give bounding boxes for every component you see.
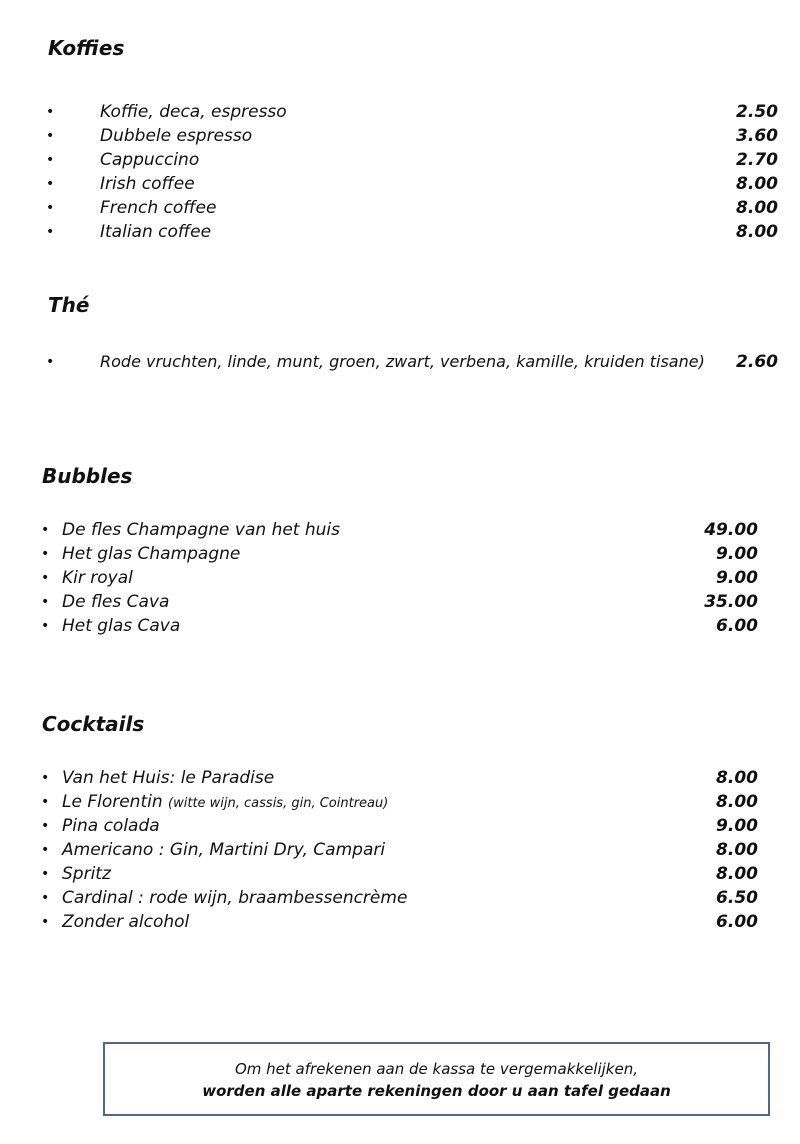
bullet-icon: • [41,570,50,586]
bullet-icon: • [46,354,55,370]
bullet-icon: • [41,594,50,610]
bullet-icon: • [41,866,50,882]
item-note: (witte wijn, cassis, gin, Cointreau) [168,796,389,811]
item-name: Cappuccino [100,150,200,170]
the-list [46,350,778,374]
list-item [46,196,778,220]
item-name: Cardinal : rode wijn, braambessencrème [62,888,408,908]
item-name: Irish coffee [100,174,195,194]
list-item [46,220,778,244]
list-item [41,790,758,814]
bullet-icon: • [46,104,55,120]
section-title-bubbles: Bubbles [42,464,133,488]
bullet-icon: • [46,224,55,240]
item-price: 9.00 [716,544,758,564]
bullet-icon: • [41,770,50,786]
bullet-icon: • [41,522,50,538]
list-item [46,350,778,374]
list-item [41,590,758,614]
bullet-icon: • [46,200,55,216]
item-price: 49.00 [704,520,758,540]
bullet-icon: • [41,890,50,906]
item-name: Rode vruchten, linde, munt, groen, zwart, verbena, kamille, kruiden tisane) [100,352,705,371]
item-price: 2.50 [736,102,778,122]
item-name [62,790,388,816]
item-name: Dubbele espresso [100,126,253,146]
list-item [41,518,758,542]
item-name: Pina colada [62,816,160,836]
bullet-icon: • [41,794,50,810]
item-price: 8.00 [716,840,758,860]
notice-line-1: Om het afrekenen aan de kassa te vergemakkelijken, [234,1060,638,1078]
bullet-icon: • [46,176,55,192]
item-price: 6.00 [716,912,758,932]
item-price: 8.00 [716,792,758,812]
section-title-cocktails: Cocktails [42,712,145,736]
item-name: Kir royal [62,568,133,588]
payment-notice-box [103,1042,770,1116]
item-name: De fles Cava [62,592,170,612]
item-name: Het glas Cava [62,616,181,636]
list-item [41,886,758,910]
item-name: Zonder alcohol [62,912,190,932]
bullet-icon: • [41,546,50,562]
list-item [41,814,758,838]
bubbles-list [41,518,758,638]
item-name: French coffee [100,198,217,218]
list-item [41,862,758,886]
bullet-icon: • [41,818,50,834]
list-item [46,124,778,148]
item-price: 8.00 [736,222,778,242]
item-price: 6.00 [716,616,758,636]
item-name-text: Le Florentin [62,792,163,812]
item-name: Van het Huis: le Paradise [62,768,275,788]
item-name: De fles Champagne van het huis [62,520,341,540]
koffies-list [46,100,778,244]
bullet-icon: • [46,128,55,144]
item-price: 9.00 [716,568,758,588]
list-item [46,172,778,196]
bullet-icon: • [46,152,55,168]
item-price: 8.00 [736,174,778,194]
list-item [41,566,758,590]
cocktails-list [41,766,758,934]
list-item [41,766,758,790]
item-name: Koffie, deca, espresso [100,102,287,122]
item-price: 9.00 [716,816,758,836]
item-price: 2.70 [736,150,778,170]
item-price: 6.50 [716,888,758,908]
bullet-icon: • [41,842,50,858]
list-item [41,614,758,638]
list-item [41,542,758,566]
item-name: Americano : Gin, Martini Dry, Campari [62,840,386,860]
item-price: 8.00 [736,198,778,218]
item-price: 35.00 [704,592,758,612]
bullet-icon: • [41,914,50,930]
list-item [46,100,778,124]
bullet-icon: • [41,618,50,634]
section-title-koffies: Koffies [48,36,125,60]
notice-line-2: worden alle aparte rekeningen door u aan tafel gedaan [202,1082,671,1100]
item-price: 3.60 [736,126,778,146]
list-item [46,148,778,172]
item-name: Spritz [62,864,111,884]
section-title-the: Thé [48,293,90,317]
item-price: 2.60 [736,352,778,372]
list-item [41,838,758,862]
list-item [41,910,758,934]
item-name: Het glas Champagne [62,544,241,564]
item-price: 8.00 [716,864,758,884]
item-name: Italian coffee [100,222,212,242]
item-price: 8.00 [716,768,758,788]
